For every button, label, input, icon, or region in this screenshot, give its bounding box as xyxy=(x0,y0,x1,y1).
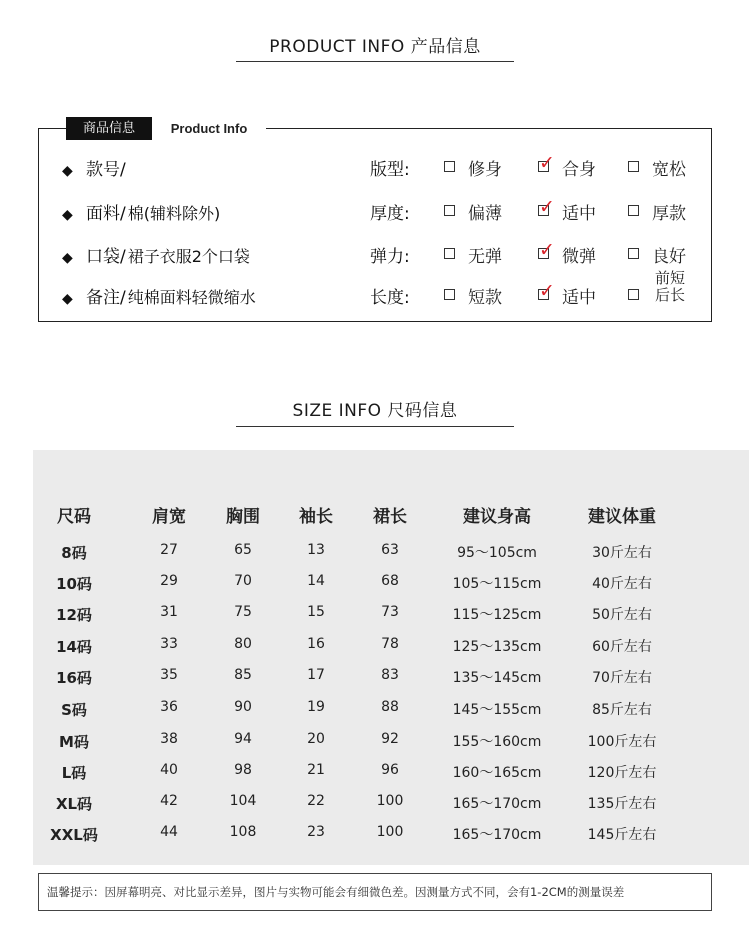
product-attr-label: 口袋/ xyxy=(86,247,126,267)
table-cell: 125～135cm xyxy=(452,639,542,655)
checkmark-icon: ✓ xyxy=(539,152,555,174)
size-info-title: SIZE INFO 尺码信息 xyxy=(292,401,458,421)
table-cell: 92 xyxy=(381,731,399,747)
checkmark-icon: ✓ xyxy=(539,196,555,218)
table-cell: 88 xyxy=(381,699,399,715)
table-cell: 75 xyxy=(234,604,252,620)
table-cell: 100斤左右 xyxy=(587,734,657,750)
checkbox-unchecked xyxy=(444,289,455,300)
table-cell: 22 xyxy=(307,793,325,809)
size-label-cell: XXL码 xyxy=(50,826,98,844)
table-cell: 29 xyxy=(160,573,178,589)
table-cell: 13 xyxy=(307,542,325,558)
table-cell: 50斤左右 xyxy=(592,607,652,623)
table-cell: 160～165cm xyxy=(452,765,542,781)
table-cell: 40 xyxy=(160,762,178,778)
spec-option xyxy=(655,270,685,304)
spec-label: 长度: xyxy=(370,288,410,308)
table-cell: 40斤左右 xyxy=(592,576,652,592)
spec-option: 合身 xyxy=(562,160,596,180)
product-attr-item xyxy=(62,199,220,224)
product-info-title: PRODUCT INFO 产品信息 xyxy=(269,37,481,57)
table-cell: 23 xyxy=(307,824,325,840)
table-cell: 16 xyxy=(307,636,325,652)
product-attr-value: 棉(辅料除外) xyxy=(127,204,221,223)
table-header-cell: 建议体重 xyxy=(588,507,656,527)
checkbox-unchecked xyxy=(628,205,639,216)
table-header-cell: 裙长 xyxy=(373,507,407,527)
spec-label: 版型: xyxy=(370,160,410,180)
spec-option: 短款 xyxy=(468,288,502,308)
table-cell: 33 xyxy=(160,636,178,652)
table-cell: 83 xyxy=(381,667,399,683)
table-cell: 100 xyxy=(376,793,404,809)
table-cell: 115～125cm xyxy=(452,607,542,623)
table-cell: 70斤左右 xyxy=(592,670,652,686)
size-label-cell: XL码 xyxy=(55,795,93,813)
size-label-cell: S码 xyxy=(61,701,87,719)
size-label-cell: 16码 xyxy=(56,669,92,687)
table-cell: 36 xyxy=(160,699,178,715)
table-cell: 65 xyxy=(234,542,252,558)
table-cell: 73 xyxy=(381,604,399,620)
table-cell: 14 xyxy=(307,573,325,589)
diamond-icon: ◆ xyxy=(62,291,73,307)
table-cell: 42 xyxy=(160,793,178,809)
table-cell: 94 xyxy=(234,731,252,747)
product-attr-item xyxy=(62,242,250,267)
table-header-cell: 建议身高 xyxy=(463,507,531,527)
table-cell: 145～155cm xyxy=(452,702,542,718)
diamond-icon: ◆ xyxy=(62,207,73,223)
checkbox-unchecked xyxy=(628,161,639,172)
table-cell: 21 xyxy=(307,762,325,778)
product-attr-value: 纯棉面料轻微缩水 xyxy=(127,288,256,307)
table-cell: 108 xyxy=(229,824,257,840)
spec-label: 弹力: xyxy=(370,247,410,267)
product-attr-label: 备注/ xyxy=(86,288,126,308)
table-cell: 100 xyxy=(376,824,404,840)
table-cell: 31 xyxy=(160,604,178,620)
table-cell: 95～105cm xyxy=(457,545,537,561)
spec-option: 宽松 xyxy=(652,160,686,180)
table-cell: 19 xyxy=(307,699,325,715)
checkbox-unchecked xyxy=(444,248,455,259)
checkmark-icon: ✓ xyxy=(539,280,555,302)
table-cell: 96 xyxy=(381,762,399,778)
size-label-cell: M码 xyxy=(59,733,89,751)
table-cell: 105～115cm xyxy=(452,576,542,592)
table-cell: 17 xyxy=(307,667,325,683)
table-cell: 155～160cm xyxy=(452,734,542,750)
disclaimer-note: 温馨提示：因屏幕明亮、对比显示差异，图片与实物可能会有细微色差。因测量方式不同，会有1-2CM的测量误差 xyxy=(38,873,712,911)
product-attr-item xyxy=(62,283,256,308)
checkbox-unchecked xyxy=(628,289,639,300)
product-attr-label: 面料/ xyxy=(86,204,126,224)
table-cell: 145斤左右 xyxy=(587,827,657,843)
table-cell: 15 xyxy=(307,604,325,620)
size-title-underline xyxy=(236,426,514,427)
table-cell: 135斤左右 xyxy=(587,796,657,812)
size-label-cell: 8码 xyxy=(61,544,87,562)
product-info-tag-cn: 商品信息 xyxy=(66,117,152,140)
table-cell: 20 xyxy=(307,731,325,747)
diamond-icon: ◆ xyxy=(62,163,73,179)
table-cell: 120斤左右 xyxy=(587,765,657,781)
spec-option: 微弹 xyxy=(562,247,596,267)
table-cell: 38 xyxy=(160,731,178,747)
spec-option: 修身 xyxy=(468,160,502,180)
product-attr-item xyxy=(62,155,128,180)
table-cell: 98 xyxy=(234,762,252,778)
checkbox-unchecked xyxy=(628,248,639,259)
size-label-cell: 10码 xyxy=(56,575,92,593)
table-cell: 78 xyxy=(381,636,399,652)
spec-option-line: 后长 xyxy=(655,286,686,304)
table-cell: 135～145cm xyxy=(452,670,542,686)
spec-option: 良好 xyxy=(652,247,686,267)
spec-option-line: 前短 xyxy=(655,269,686,287)
checkbox-unchecked xyxy=(444,205,455,216)
product-attr-value: 裙子衣服2个口袋 xyxy=(127,247,250,266)
table-cell: 85斤左右 xyxy=(592,702,652,718)
spec-option: 无弹 xyxy=(468,247,502,267)
table-cell: 80 xyxy=(234,636,252,652)
product-info-tag-en: Product Info xyxy=(152,117,266,140)
checkbox-unchecked xyxy=(444,161,455,172)
spec-option: 厚款 xyxy=(652,204,686,224)
table-cell: 44 xyxy=(160,824,178,840)
size-label-cell: 14码 xyxy=(56,638,92,656)
table-cell: 85 xyxy=(234,667,252,683)
table-cell: 70 xyxy=(234,573,252,589)
product-title-underline xyxy=(236,61,514,62)
table-header-cell: 肩宽 xyxy=(152,507,186,527)
table-cell: 63 xyxy=(381,542,399,558)
table-header-cell: 尺码 xyxy=(57,507,91,527)
table-header-cell: 袖长 xyxy=(299,507,333,527)
table-cell: 68 xyxy=(381,573,399,589)
table-cell: 165～170cm xyxy=(452,827,542,843)
checkmark-icon: ✓ xyxy=(539,239,555,261)
table-cell: 27 xyxy=(160,542,178,558)
table-cell: 60斤左右 xyxy=(592,639,652,655)
spec-option: 偏薄 xyxy=(468,204,502,224)
spec-label: 厚度: xyxy=(370,204,410,224)
table-cell: 90 xyxy=(234,699,252,715)
table-header-cell: 胸围 xyxy=(226,507,260,527)
table-cell: 35 xyxy=(160,667,178,683)
diamond-icon: ◆ xyxy=(62,250,73,266)
table-cell: 30斤左右 xyxy=(592,545,652,561)
product-attr-label: 款号/ xyxy=(86,160,126,180)
spec-option: 适中 xyxy=(562,288,596,308)
size-label-cell: L码 xyxy=(61,764,87,782)
spec-option: 适中 xyxy=(562,204,596,224)
table-cell: 104 xyxy=(229,793,257,809)
table-cell: 165～170cm xyxy=(452,796,542,812)
size-label-cell: 12码 xyxy=(56,606,92,624)
